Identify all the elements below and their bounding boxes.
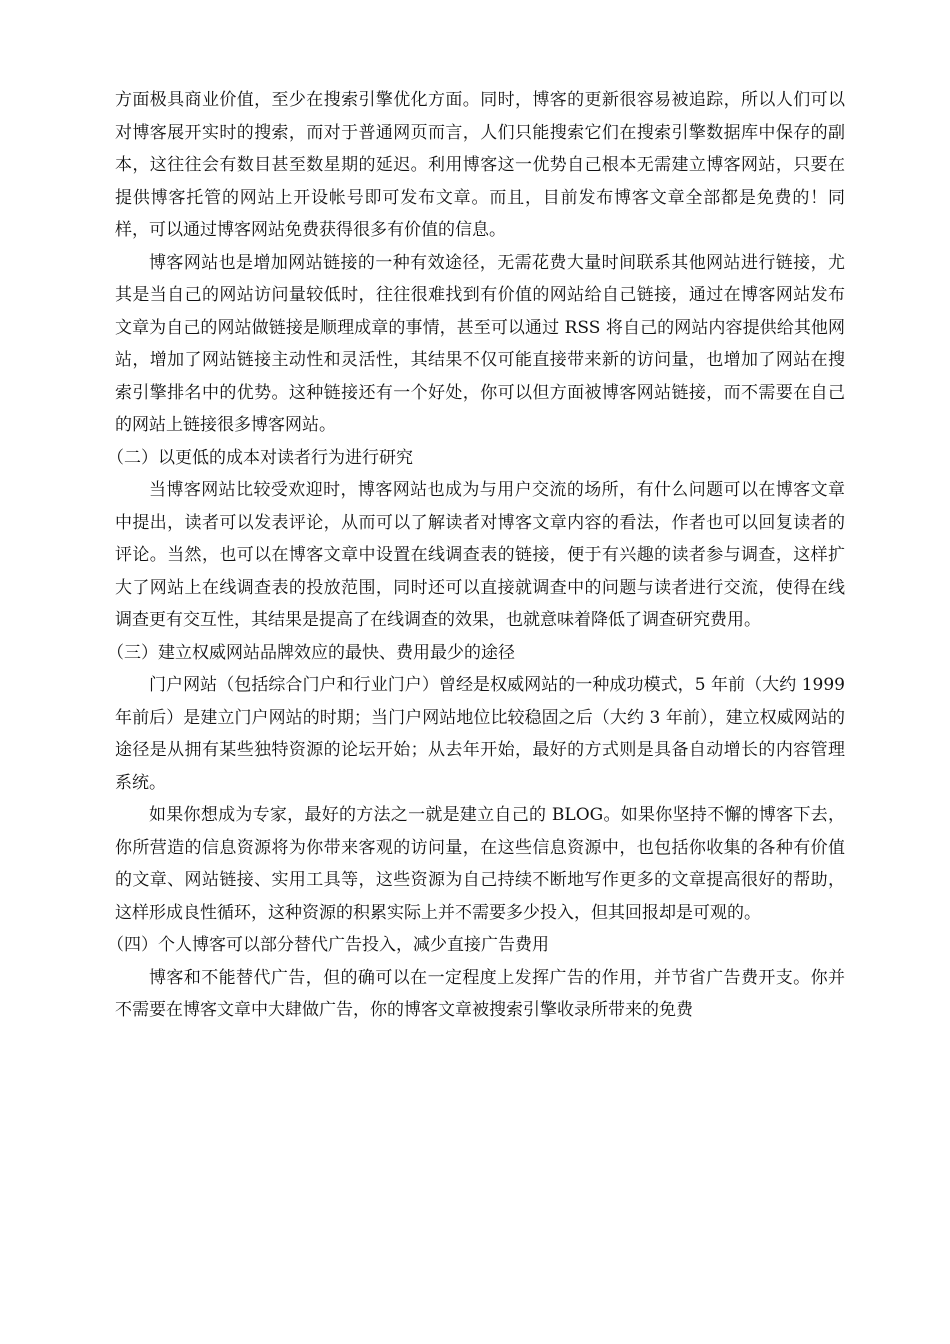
section-heading-4: （四）个人博客可以部分替代广告投入，减少直接广告费用 [107,935,549,955]
paragraph-reader-research: 当博客网站比较受欢迎时，博客网站也成为与用户交流的场所，有什么问题可以在博客文章中提出，读者可以发表评论，从而可以了解读者对博客文章内容的看法，作者也可以回复读者的评论。当然，也可以在博客文章中设置在线调查表的链接，便于有兴趣的读者参与调查，这样扩大了网站上在线调查表的投放范围，同时还可以直接就调查中的问题与读者进行交流，使得在线调查更有交互性，其结果是提高了在线调查的效果，也就意味着降低了调查研究费用。 [115,480,845,630]
paragraph-portal-history: 门户网站（包括综合门户和行业门户）曾经是权威网站的一种成功模式，5 年前（大约 1999 年前后）是建立门户网站的时期；当门户网站地位比较稳固之后（大约 3 年前），建立权威网站的途径是从拥有某些独特资源的论坛开始；从去年开始，最好的方式则是具备自动增长的内容管理系统。 [115,675,845,793]
paragraph-intro-continued: 方面极具商业价值，至少在搜索引擎优化方面。同时，博客的更新很容易被追踪，所以人们可以对博客展开实时的搜索，而对于普通网页而言，人们只能搜索它们在搜索引擎数据库中保存的副本，这往往会有数目甚至数星期的延迟。利用博客这一优势自己根本无需建立博客网站，只要在提供博客托管的网站上开设帐号即可发布文章。而且，目前发布博客文章全部都是免费的！同样，可以通过博客网站免费获得很多有价值的信息。 [115,90,845,240]
paragraph-become-expert: 如果你想成为专家，最好的方法之一就是建立自己的 BLOG。如果你坚持不懈的博客下去，你所营造的信息资源将为你带来客观的访问量，在这些信息资源中，也包括你收集的各种有价值的文章、网站链接、实用工具等，这些资源为自己持续不断地写作更多的文章提高很好的帮助，这样形成良性循环，这种资源的积累实际上并不需要多少投入，但其回报却是可观的。 [115,805,845,923]
document-body [107,84,845,1027]
section-heading-2: （二）以更低的成本对读者行为进行研究 [107,447,413,468]
section-heading-3: （三）建立权威网站品牌效应的最快、费用最少的途径 [107,642,515,663]
paragraph-advertising: 博客和不能替代广告，但的确可以在一定程度上发挥广告的作用，并节省广告费开支。你并不需要在博客文章中大肆做广告，你的博客文章被搜索引擎收录所带来的免费 [115,967,845,1020]
paragraph-blog-links: 博客网站也是增加网站链接的一种有效途径，无需花费大量时间联系其他网站进行链接，尤其是当自己的网站访问量较低时，往往很难找到有价值的网站给自己链接，通过在博客网站发布文章为自己的网站做链接是顺理成章的事情，甚至可以通过 RSS 将自己的网站内容提供给其他网站，增加了网站链接主动性和灵活性，其结果不仅可能直接带来新的访问量，也增加了网站在搜索引擎排名中的优势。这种链接还有一个好处，你可以但方面被博客网站链接，而不需要在自己的网站上链接很多博客网站。 [115,252,845,435]
